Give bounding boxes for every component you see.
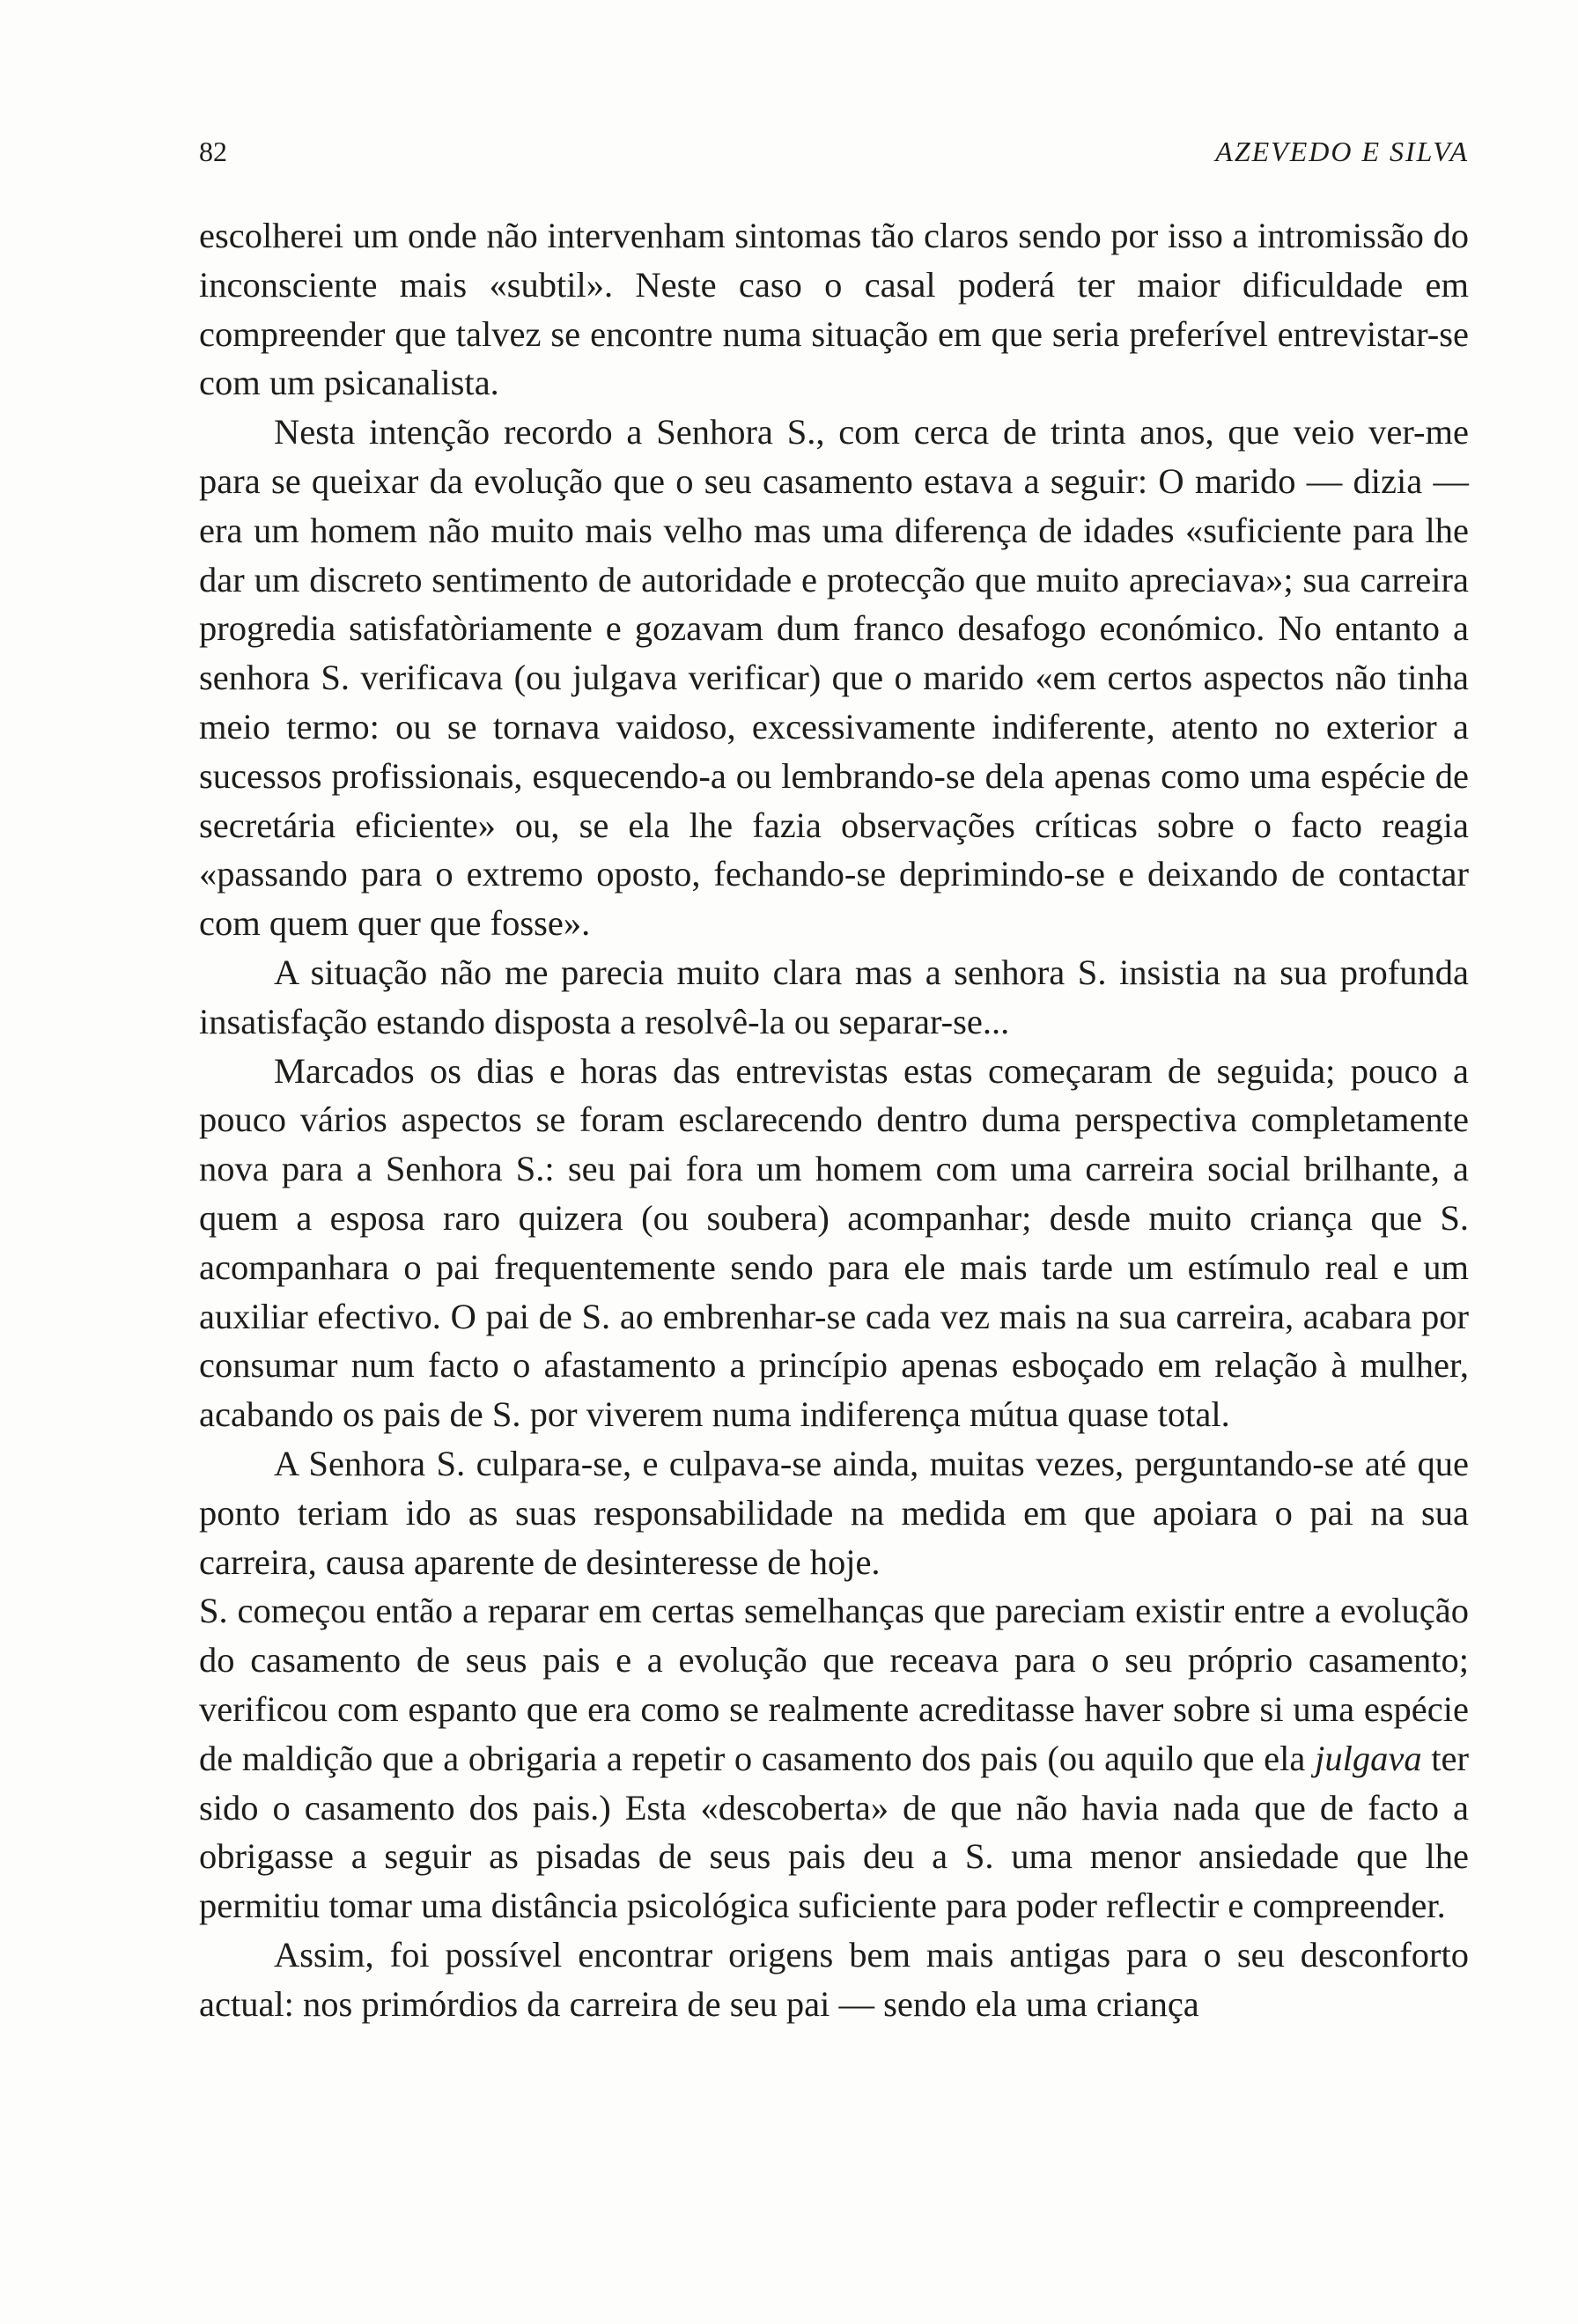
paragraph: A situação não me parecia muito clara mas a senhora S. insistia na sua profunda insatisfação estando disposta a resolvê-la ou separar-se... [199, 952, 1469, 1041]
paragraph: Assim, foi possível encontrar origens bem mais antigas para o seu desconforto actual: nos primórdios da carreira de seu pai — sendo ela uma criança [199, 1934, 1469, 2024]
paragraph: Marcados os dias e horas das entrevistas estas começaram de seguida; pouco a pouco vários aspectos se foram esclarecendo dentro duma perspectiva completamente nova para a Senhora S.: seu pai fora um homem com uma carreira social brilhante, a quem a esposa raro quizera (ou soubera) acompanhar; desde muito criança que S. acompanhara o pai frequentemente sendo para ele mais tarde um estímulo real e um auxiliar efectivo. O pai de S. ao embrenhar-se cada vez mais na sua carreira, acabara por consumar num facto o afastamento a princípio apenas esboçado em relação à mulher, acabando os pais de S. por viverem numa indiferença mútua quase total. [199, 1050, 1469, 1435]
paragraph: Nesta intenção recordo a Senhora S., com cerca de trinta anos, que veio ver-me para se queixar da evolução que o seu casamento estava a seguir: O marido — dizia — era um homem não muito mais velho mas uma diferença de idades «suficiente para lhe dar um discreto sentimento de autoridade e protecção que muito apreciava»; sua carreira progredia satisfatòriamente e gozavam dum franco desafogo económico. No entanto a senhora S. verificava (ou julgava verificar) que o marido «em certos aspectos não tinha meio termo: ou se tornava vaidoso, excessivamente indiferente, atento no exterior a sucessos profissionais, esquecendo-a ou lembrando-se dela apenas como uma espécie de secretária eficiente» ou, se ela lhe fazia observações críticas sobre o facto reagia «passando para o extremo oposto, fechando-se deprimindo-se e deixando de contactar com quem quer que fosse». [199, 412, 1469, 944]
emphasized-word: julgava [1315, 1738, 1422, 1778]
paragraph-text: S. começou então a reparar em certas semelhanças que pareciam existir entre a evolução do casamento de seus pais e a evolução que receava para o seu próprio casamento; verificou com espanto que era como se realmente acreditasse haver sobre si uma espécie de maldição que a obrigaria a repetir o casamento dos pais (ou aquilo que ela [199, 1591, 1469, 1778]
paragraph: A Senhora S. culpara-se, e culpava-se ainda, muitas vezes, perguntando-se até que ponto teriam ido as suas responsabilidade na medida em que apoiara o pai na sua carreira, causa aparente de desinteresse de hoje. [199, 1443, 1469, 1582]
running-head [199, 132, 1469, 171]
body-text [199, 211, 1469, 2028]
running-title: AZEVEDO E SILVA [1215, 136, 1469, 167]
page-number: 82 [199, 136, 227, 167]
paragraph-text: ter sido o casamento dos pais.) Esta «descoberta» de que não havia nada que de facto a obrigasse a seguir as pisadas de seus pais deu a S. uma menor ansiedade que lhe permitiu tomar uma distância psicológica suficiente para poder reflectir e compreender. [199, 1738, 1469, 1926]
paragraph: escolherei um onde não intervenham sintomas tão claros sendo por isso a intromissão do inconsciente mais «subtil». Neste caso o casal poderá ter maior dificuldade em compreender que talvez se encontre numa situação em que seria preferível entrevistar-se com um psicanalista. [199, 216, 1469, 403]
paragraph [199, 1586, 1469, 1931]
